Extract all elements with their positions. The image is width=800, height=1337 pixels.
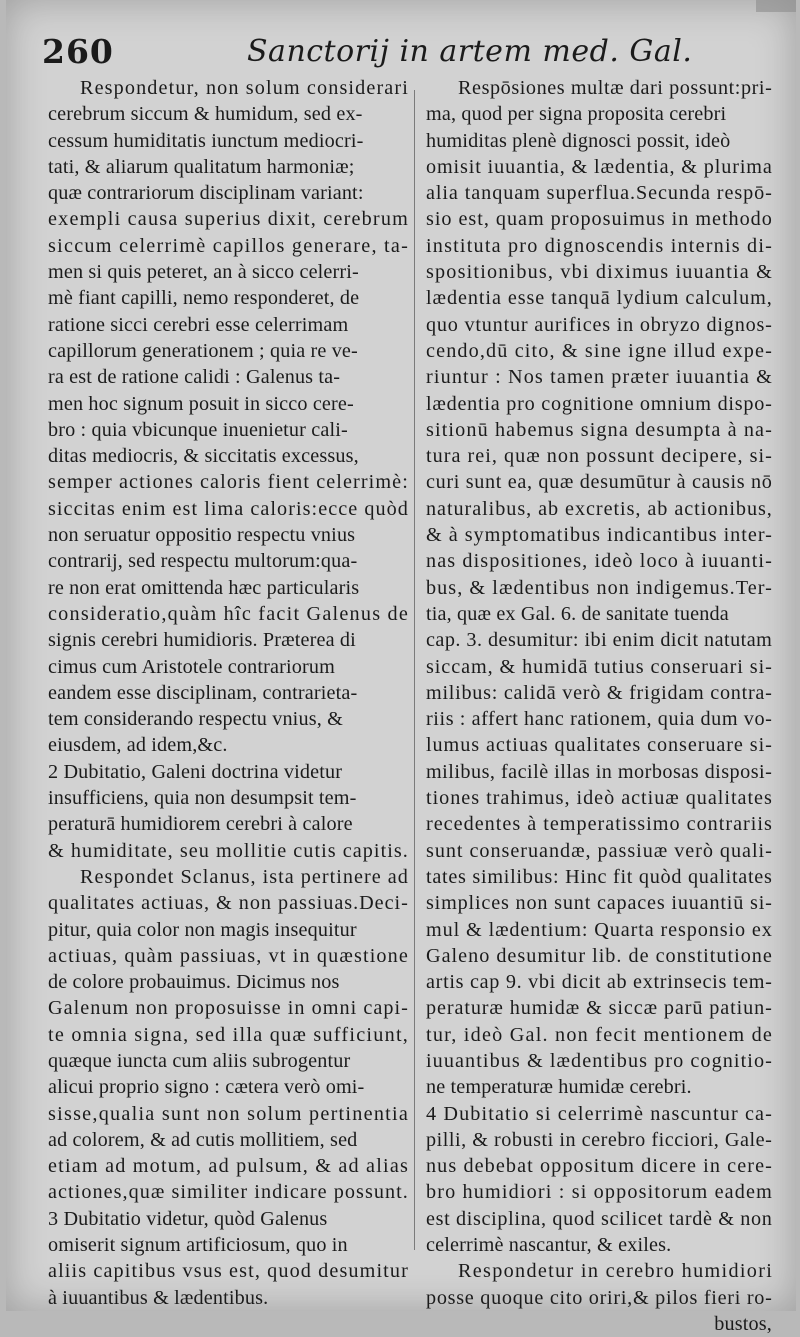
text-line: riuntur : Nos tamen præter iuuantia & <box>426 366 773 389</box>
text-line: siccitas enim est lima caloris:ecce quòd <box>48 497 409 520</box>
text-line: ratione sicci cerebri esse celerrimam <box>48 313 349 336</box>
text-line: Respondetur, non solum considerari <box>80 77 409 99</box>
text-line: ra est de ratione calidi : Galenus ta- <box>48 366 341 389</box>
text-line: siccam, & humidā tutius conseruari si- <box>426 655 773 678</box>
text-line: lædentia pro cognitione omnium dispo- <box>426 392 773 415</box>
text-line: mè fiant capilli, nemo responderet, de <box>48 287 360 310</box>
running-head: Sanctorij in artem med. Gal. <box>247 34 693 69</box>
text-line: siccum celerrimè capillos generare, ta- <box>48 234 410 257</box>
text-line: cessum humiditatis iunctum mediocri- <box>48 129 364 152</box>
text-line: de colore probauimus. Dicimus nos <box>48 971 340 994</box>
text-line: insufficiens, quia non desumpsit tem- <box>48 787 357 810</box>
text-line: & à symptomatibus indicantibus inter- <box>426 524 773 547</box>
text-line: instituta pro dignoscendis internis di- <box>426 234 774 257</box>
text-line: pitur, quia color non magis insequitur <box>48 918 357 941</box>
text-line: eandem esse disciplinam, contrarieta- <box>48 681 358 704</box>
text-line: consideratio,quàm hîc facit Galenus de <box>48 602 410 625</box>
text-line: sisse,qualia sunt non solum pertinentia <box>48 1102 410 1125</box>
text-line: peraturæ humidæ & siccæ parū patiun- <box>426 997 773 1020</box>
text-line: tates similibus: Hinc fit quòd qualitates <box>426 865 773 888</box>
text-line: mul & lædentium: Quarta responsio ex <box>426 918 773 941</box>
page-number: 260 <box>42 32 114 71</box>
text-line: humiditas plenè dignosci possit, ideò <box>426 129 731 152</box>
text-line: Galenum non proposuisse in omni capi- <box>48 997 409 1020</box>
text-line: signis cerebri humidioris. Præterea di <box>48 629 356 652</box>
text-line: tiones trahimus, ideò actiuæ qualitates <box>426 787 773 810</box>
text-line: milibus, facilè illas in morbosas disposi- <box>426 760 773 783</box>
text-line: bus, & lædentibus non indigemus.Ter- <box>426 576 773 599</box>
text-line: bro humidiori : si oppositorum eadem <box>426 1181 773 1204</box>
text-line: alicui proprio signo : cætera verò omi- <box>48 1076 365 1099</box>
text-line: milibus: calidā verò & frigidam contra- <box>426 681 773 704</box>
text-line: lædentia esse tanquā lydium calculum, <box>426 287 773 310</box>
text-line: spositionibus, vbi diximus iuuantia & <box>426 261 774 284</box>
text-line: tur, ideò Gal. non fecit mentionem de <box>426 1023 774 1046</box>
text-line: cap. 3. desumitur: ibi enim dicit natutam <box>426 629 773 652</box>
text-line: 3 Dubitatio videtur, quòd Galenus <box>48 1207 328 1230</box>
text-line: contrarij, sed respectu multorum:qua- <box>48 550 358 573</box>
text-line: & humiditate, seu mollitie cutis capitis. <box>48 839 409 862</box>
text-line: tia, quæ ex Gal. 6. de sanitate tuenda <box>426 602 729 625</box>
text-line: quæ contrariorum disciplinam variant: <box>48 182 364 205</box>
text-line: 2 Dubitatio, Galeni doctrina videtur <box>48 760 343 783</box>
column-divider <box>414 90 415 1250</box>
text-line: celerrimè nascantur, & exiles. <box>426 1234 672 1257</box>
text-line: qualitates actiuas, & non passiuas.Deci- <box>48 892 409 915</box>
text-line: recedentes à temperatissimo contrariis <box>426 813 773 836</box>
text-line: ad colorem, & ad cutis mollitiem, sed <box>48 1128 358 1151</box>
text-line: omiserit signum artificiosum, quo in <box>48 1234 348 1257</box>
text-line: naturalibus, ab excretis, ab actionibus, <box>426 497 773 520</box>
text-line: peraturā humidiorem cerebri à calore <box>48 813 353 836</box>
text-line: posse quoque cito oriri,& pilos fieri ro- <box>426 1286 773 1309</box>
text-line: sio est, quam proposuimus in methodo <box>426 208 773 231</box>
text-line: cendo,dū cito, & sine igne illud expe- <box>426 339 773 362</box>
text-line: Respōsiones multæ dari possunt:pri- <box>458 77 773 99</box>
text-line: aliis capitibus vsus est, quod desumitur <box>48 1260 409 1283</box>
text-line: alia tanquam superflua.Secunda respō- <box>426 182 773 205</box>
text-line: curi sunt ea, quæ desumūtur à causis nō <box>426 471 773 494</box>
text-line: ne temperaturæ humidæ cerebri. <box>426 1076 692 1099</box>
text-line: capillorum generationem ; quia re ve- <box>48 339 358 362</box>
text-line: men si quis peteret, an à sicco celerri- <box>48 261 359 284</box>
text-line: Galeno desumitur lib. de constitutione <box>426 944 773 967</box>
text-line: re non erat omittenda hæc particularis <box>48 576 360 599</box>
text-line: est disciplina, quod scilicet tardè & non <box>426 1207 773 1230</box>
text-line: exempli causa superius dixit, cerebrum <box>48 208 410 231</box>
text-line: quo vtuntur aurifices in obryzo dignos- <box>426 313 773 336</box>
text-line: ditas mediocris, & siccitatis excessus, <box>48 445 359 468</box>
text-line: pilli, & robusti in cerebro ficciori, Gale- <box>426 1128 773 1151</box>
text-line: lumus actiuas qualitates conseruare si- <box>426 734 773 757</box>
text-line: cimus cum Aristotele contrariorum <box>48 655 335 678</box>
text-line: men hoc signum posuit in sicco cere- <box>48 392 354 415</box>
text-line: cerebrum siccum & humidum, sed ex- <box>48 103 363 126</box>
text-line: à iuuantibus & lædentibus. <box>48 1286 269 1309</box>
right-text-column <box>426 75 772 1337</box>
text-line: omisit iuuantia, & lædentia, & plurima <box>426 155 773 178</box>
left-text-column <box>48 75 408 1311</box>
page-corner-shadow <box>756 0 796 12</box>
text-line: tura rei, quæ non possunt decipere, si- <box>426 445 773 468</box>
text-line: non seruatur oppositio respectu vnius <box>48 524 356 547</box>
text-line: Respondet Sclanus, ista pertinere ad <box>80 865 409 888</box>
text-line: tati, & aliarum qualitatum harmoniæ; <box>48 155 355 178</box>
text-line: iuuantibus & lædentibus pro cognitio- <box>426 1049 773 1072</box>
text-line: artis cap 9. vbi dicit ab extrinsecis tem- <box>426 971 773 994</box>
text-line: ma, quod per signa proposita cerebri <box>426 103 727 126</box>
text-line: 4 Dubitatio si celerrimè nascuntur ca- <box>426 1102 773 1125</box>
text-line: actiuas, quàm passiuas, vt in quæstione <box>48 944 409 967</box>
text-line: tem considerando respectu vnius, & <box>48 708 343 731</box>
text-line: bro : quia vbicunque inuenietur cali- <box>48 418 348 441</box>
text-line: nas dispositiones, ideò loco à iuuanti- <box>426 550 773 573</box>
text-line: quæque iuncta cum aliis subrogentur <box>48 1049 351 1072</box>
text-line: sitionū habemus signa desumpta à na- <box>426 418 773 441</box>
text-line: nus debebat oppositum dicere in cere- <box>426 1155 773 1178</box>
text-line: simplices non sunt capaces iuuantiū si- <box>426 892 773 915</box>
text-line: bustos, <box>714 1312 772 1335</box>
text-line: eiusdem, ad idem,&c. <box>48 734 228 757</box>
text-line: te omnia signa, sed illa quæ sufficiunt, <box>48 1023 410 1046</box>
text-line: riis : affert hanc rationem, quia dum vo- <box>426 708 773 731</box>
book-page <box>6 0 796 1335</box>
text-line: semper actiones caloris fient celerrimè: <box>48 471 409 494</box>
text-line: sunt conseruandæ, passiuæ verò quali- <box>426 839 773 862</box>
text-line: actiones,quæ similiter indicare possunt. <box>48 1181 409 1204</box>
text-line: etiam ad motum, ad pulsum, & ad alias <box>48 1155 410 1178</box>
page-header <box>42 28 772 72</box>
text-line: Respondetur in cerebro humidiori <box>458 1260 774 1283</box>
